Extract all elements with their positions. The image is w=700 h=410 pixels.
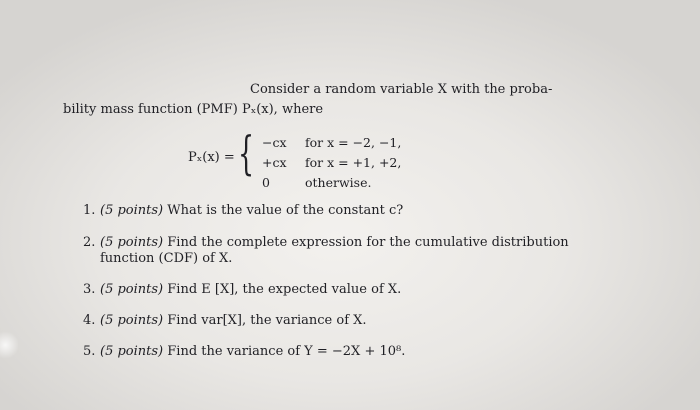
intro-line-1: Consider a random variable X with the proba- [250,82,553,97]
pmf-value-3: 0 [262,175,270,190]
question-2 [100,235,569,251]
question-2-number: 2. [83,235,96,250]
left-brace-icon: { [238,126,255,180]
intro-line-2: bility mass function (PMF) Pₓ(x), where [63,102,324,117]
question-4-number: 4. [83,313,96,328]
pmf-conditions [305,133,401,193]
question-2-points: (5 points) [100,235,164,250]
question-3 [100,282,401,298]
question-5-points: (5 points) [100,344,164,359]
question-1 [100,203,403,219]
question-3-text: Find E [X], the expected value of X. [167,282,402,297]
question-5-text: Find the variance of Y = −2X + 10⁸. [167,344,406,359]
pmf-condition-1: for x = −2, −1, [305,135,402,150]
pmf-lhs: Pₓ(x) = [188,150,235,165]
question-2-text: Find the complete expression for the cumulative distribution [167,235,569,250]
question-1-points: (5 points) [100,203,164,218]
question-1-number: 1. [83,203,96,218]
pmf-condition-2: for x = +1, +2, [305,155,402,170]
pmf-condition-3: otherwise. [305,175,372,190]
question-3-points: (5 points) [100,282,164,297]
question-5-number: 5. [83,344,96,359]
question-1-text: What is the value of the constant c? [167,203,404,218]
question-4-points: (5 points) [100,313,164,328]
question-2-continuation: function (CDF) of X. [100,251,233,266]
question-5 [100,344,405,360]
question-4 [100,313,367,329]
pmf-values [262,133,287,193]
pmf-value-1: −cx [262,135,287,150]
question-4-text: Find var[X], the variance of X. [167,313,367,328]
pmf-value-2: +cx [262,155,287,170]
light-glare [0,330,18,360]
question-3-number: 3. [83,282,96,297]
